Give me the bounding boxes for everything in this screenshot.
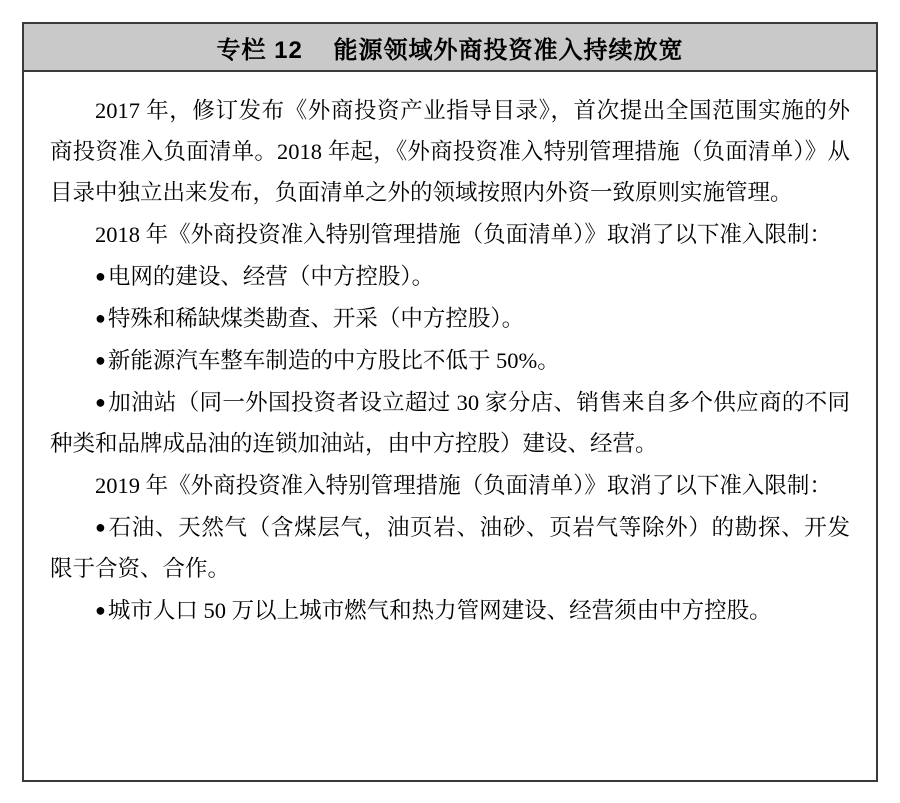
list-item-text: 电网的建设、经营（中方控股）。 [107, 264, 435, 289]
list-item [50, 507, 850, 589]
list-item [50, 382, 850, 464]
paragraph-2019-lead: 2019 年《外商投资准入特别管理措施（负面清单）》取消了以下准入限制： [95, 473, 832, 498]
list-item [50, 298, 850, 339]
list-item-text: 特殊和稀缺煤类勘查、开采（中方控股）。 [107, 306, 525, 331]
list-item [50, 256, 850, 297]
callout-box [22, 22, 878, 782]
bullet-icon: ● [95, 266, 106, 286]
box-body [24, 72, 876, 642]
bullet-icon: ● [95, 517, 107, 537]
paragraph-intro: 2017 年，修订发布《外商投资产业指导目录》，首次提出全国范围实施的外商投资准入负面清单。2018 年起，《外商投资准入特别管理措施（负面清单）》从目录中独立出来发布，负面清单之外的领域按照内外资一致原则实施管理。 [50, 98, 850, 205]
bullet-icon: ● [95, 350, 106, 370]
box-title: 专栏 12 能源领域外商投资准入持续放宽 [216, 36, 684, 64]
list-item-text: 新能源汽车整车制造的中方股比不低于 50%。 [107, 348, 560, 373]
list-item [50, 340, 850, 381]
list-item-text: 加油站（同一外国投资者设立超过 30 家分店、销售来自多个供应商的不同种类和品牌成品油的连锁加油站，由中方控股）建设、经营。 [50, 390, 850, 456]
list-item [50, 590, 850, 631]
list-item-text: 城市人口 50 万以上城市燃气和热力管网建设、经营须由中方控股。 [107, 598, 772, 623]
box-header [24, 24, 876, 72]
list-item-text: 石油、天然气（含煤层气，油页岩、油砂、页岩气等除外）的勘探、开发限于合资、合作。 [50, 515, 850, 581]
bullet-icon: ● [95, 308, 106, 328]
bullet-icon: ● [95, 600, 106, 620]
paragraph-2018-lead: 2018 年《外商投资准入特别管理措施（负面清单）》取消了以下准入限制： [95, 222, 832, 247]
bullet-icon: ● [95, 392, 107, 412]
